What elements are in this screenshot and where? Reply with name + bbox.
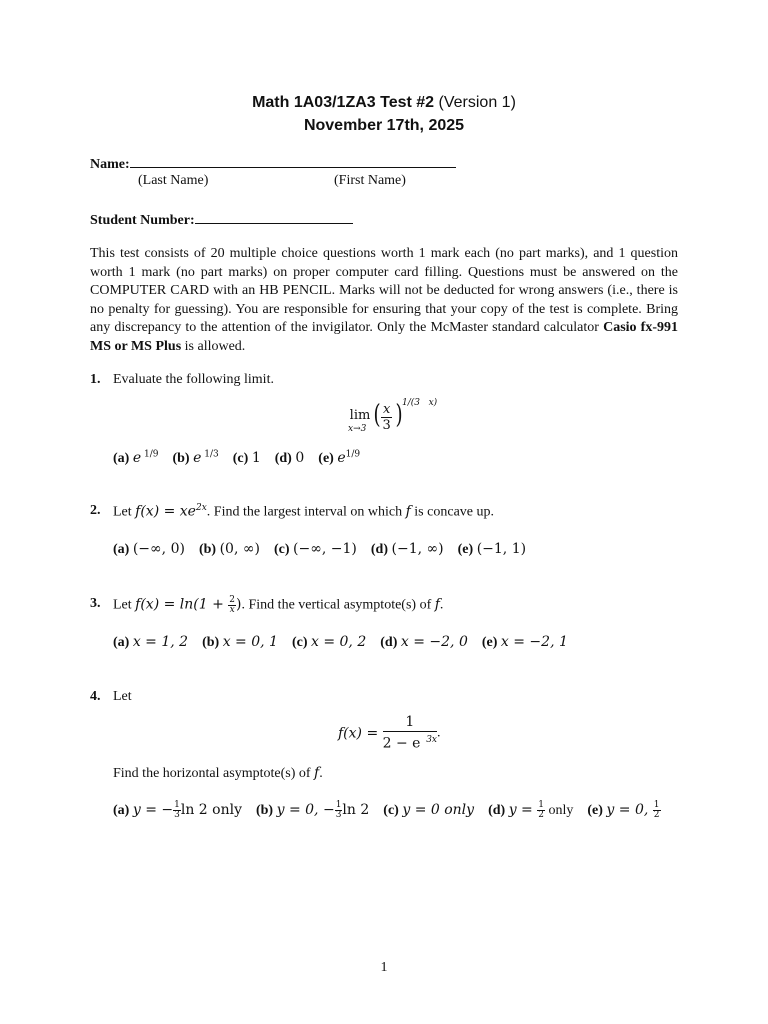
test-version: (Version 1): [438, 94, 516, 111]
test-title: Math 1A03/1ZA3 Test #2: [252, 94, 435, 111]
student-number-row: [90, 209, 353, 229]
fraction-numerator: x: [383, 402, 391, 417]
option-a[interactable]: (a) x = 1, 2: [113, 634, 189, 650]
student-number-field[interactable]: [195, 209, 353, 224]
option-c[interactable]: (c) (−∞, −1): [273, 541, 357, 557]
option-a[interactable]: (a) e $^{1/9}$: [113, 449, 159, 466]
option-c[interactable]: (c) 1: [232, 449, 261, 466]
question-2: [90, 503, 494, 520]
test-date: November 17th, 2025: [303, 117, 465, 134]
question-number: 1.: [90, 372, 101, 387]
question-1-limit: [348, 398, 458, 438]
option-e[interactable]: (e) (−1, 1): [457, 541, 527, 557]
option-c[interactable]: (c) x = 0, 2: [291, 634, 367, 650]
option-b[interactable]: (b) x = 0, 1: [202, 634, 278, 650]
page-number: 1: [380, 960, 388, 975]
instructions-text: This test consists of 20 multiple choice questions worth 1 mark each (no part marks), and 1 question worth 1 mark (no part marks) on proper computer card filling. Questions must be answered on the COMPUTER CARD with an HB PENCIL. Marks will not be deducted for wrong answers (i.e., there is no penalty for guessing). You are responsible for ensuring that your copy of the test is complete. Bring any discrepancy to the attention of the invigilator. Only the McMaster standard calculator: [90, 246, 678, 335]
instructions-paragraph: [90, 245, 678, 356]
question-1: [90, 372, 274, 388]
limit-fraction: [381, 402, 392, 433]
option-d[interactable]: (d) x = −2, 0: [380, 634, 468, 650]
option-a[interactable]: (a) y = − $\frac{1}{3}$ ln 2 only: [113, 800, 242, 820]
question-1-options: [113, 449, 360, 467]
question-2-options: [113, 541, 526, 558]
limit-word: lim: [349, 408, 371, 423]
small-fraction: $\frac{2}{x}$: [229, 595, 236, 615]
option-d[interactable]: (d) 0: [274, 449, 305, 466]
name-label: Name:: [90, 157, 130, 172]
fraction-denominator: 3: [382, 418, 391, 433]
option-d[interactable]: (d) (−1, ∞): [370, 541, 444, 557]
option-b[interactable]: (b) y = 0, − $\frac{1}{3}$ ln 2: [255, 800, 370, 820]
option-e[interactable]: (e) $e^{1/9}$: [318, 449, 361, 466]
option-e[interactable]: (e) y = 0, $\frac{1}{2}$: [587, 800, 660, 820]
student-number-label: Student Number:: [90, 213, 195, 228]
fraction-denominator: 2 − e $^{3x}$: [382, 735, 437, 752]
option-c[interactable]: (c) y = 0 only: [383, 801, 475, 818]
question-4-equation: f(x) = $\frac{1}{2 - e ^{3x}}$ .: [338, 714, 441, 752]
question-3: [90, 595, 444, 615]
question-4: [90, 689, 132, 705]
question-4-options: [113, 801, 661, 820]
name-field-row: [90, 153, 456, 173]
first-name-label: (First Name): [334, 173, 406, 188]
instructions-text-end: is allowed.: [181, 338, 246, 354]
limit-exponent: 1/(3 x): [402, 398, 438, 408]
question-3-options: [113, 634, 568, 651]
option-e[interactable]: (e) x = −2, 1: [481, 634, 568, 650]
option-b[interactable]: (b) e $^{1/3}$: [172, 449, 219, 466]
left-paren: (: [373, 400, 381, 430]
question-number: 4.: [90, 689, 101, 704]
question-4-subtext: Find the horizontal asymptote(s) of f.: [113, 765, 323, 781]
question-text: Let: [113, 689, 132, 704]
question-number: 3.: [90, 596, 101, 611]
equation-fraction: [383, 714, 437, 753]
limit-subscript: x→3: [348, 424, 367, 434]
last-name-label: (Last Name): [138, 173, 209, 188]
question-number: 2.: [90, 503, 101, 518]
page-title: [0, 94, 768, 112]
calculator-model: Casio fx-991 MS or MS Plus: [90, 320, 679, 354]
name-field[interactable]: [130, 153, 456, 168]
option-b[interactable]: (b) (0, ∞): [198, 541, 260, 557]
right-paren: ): [395, 400, 403, 430]
question-text: Let f(x) = ln(1 + $\frac{2}{x}$ ). Find the vertical asymptote(s) of f.: [113, 595, 444, 615]
question-text: Evaluate the following limit.: [113, 372, 274, 387]
option-a[interactable]: (a) (−∞, 0): [113, 541, 185, 557]
question-text: Let $f(x) = xe^{2x}$. Find the largest interval on which f is concave up.: [113, 503, 494, 520]
option-d[interactable]: (d) y = $\frac{1}{2}$ only: [488, 800, 574, 820]
fraction-numerator: 1: [383, 714, 437, 732]
